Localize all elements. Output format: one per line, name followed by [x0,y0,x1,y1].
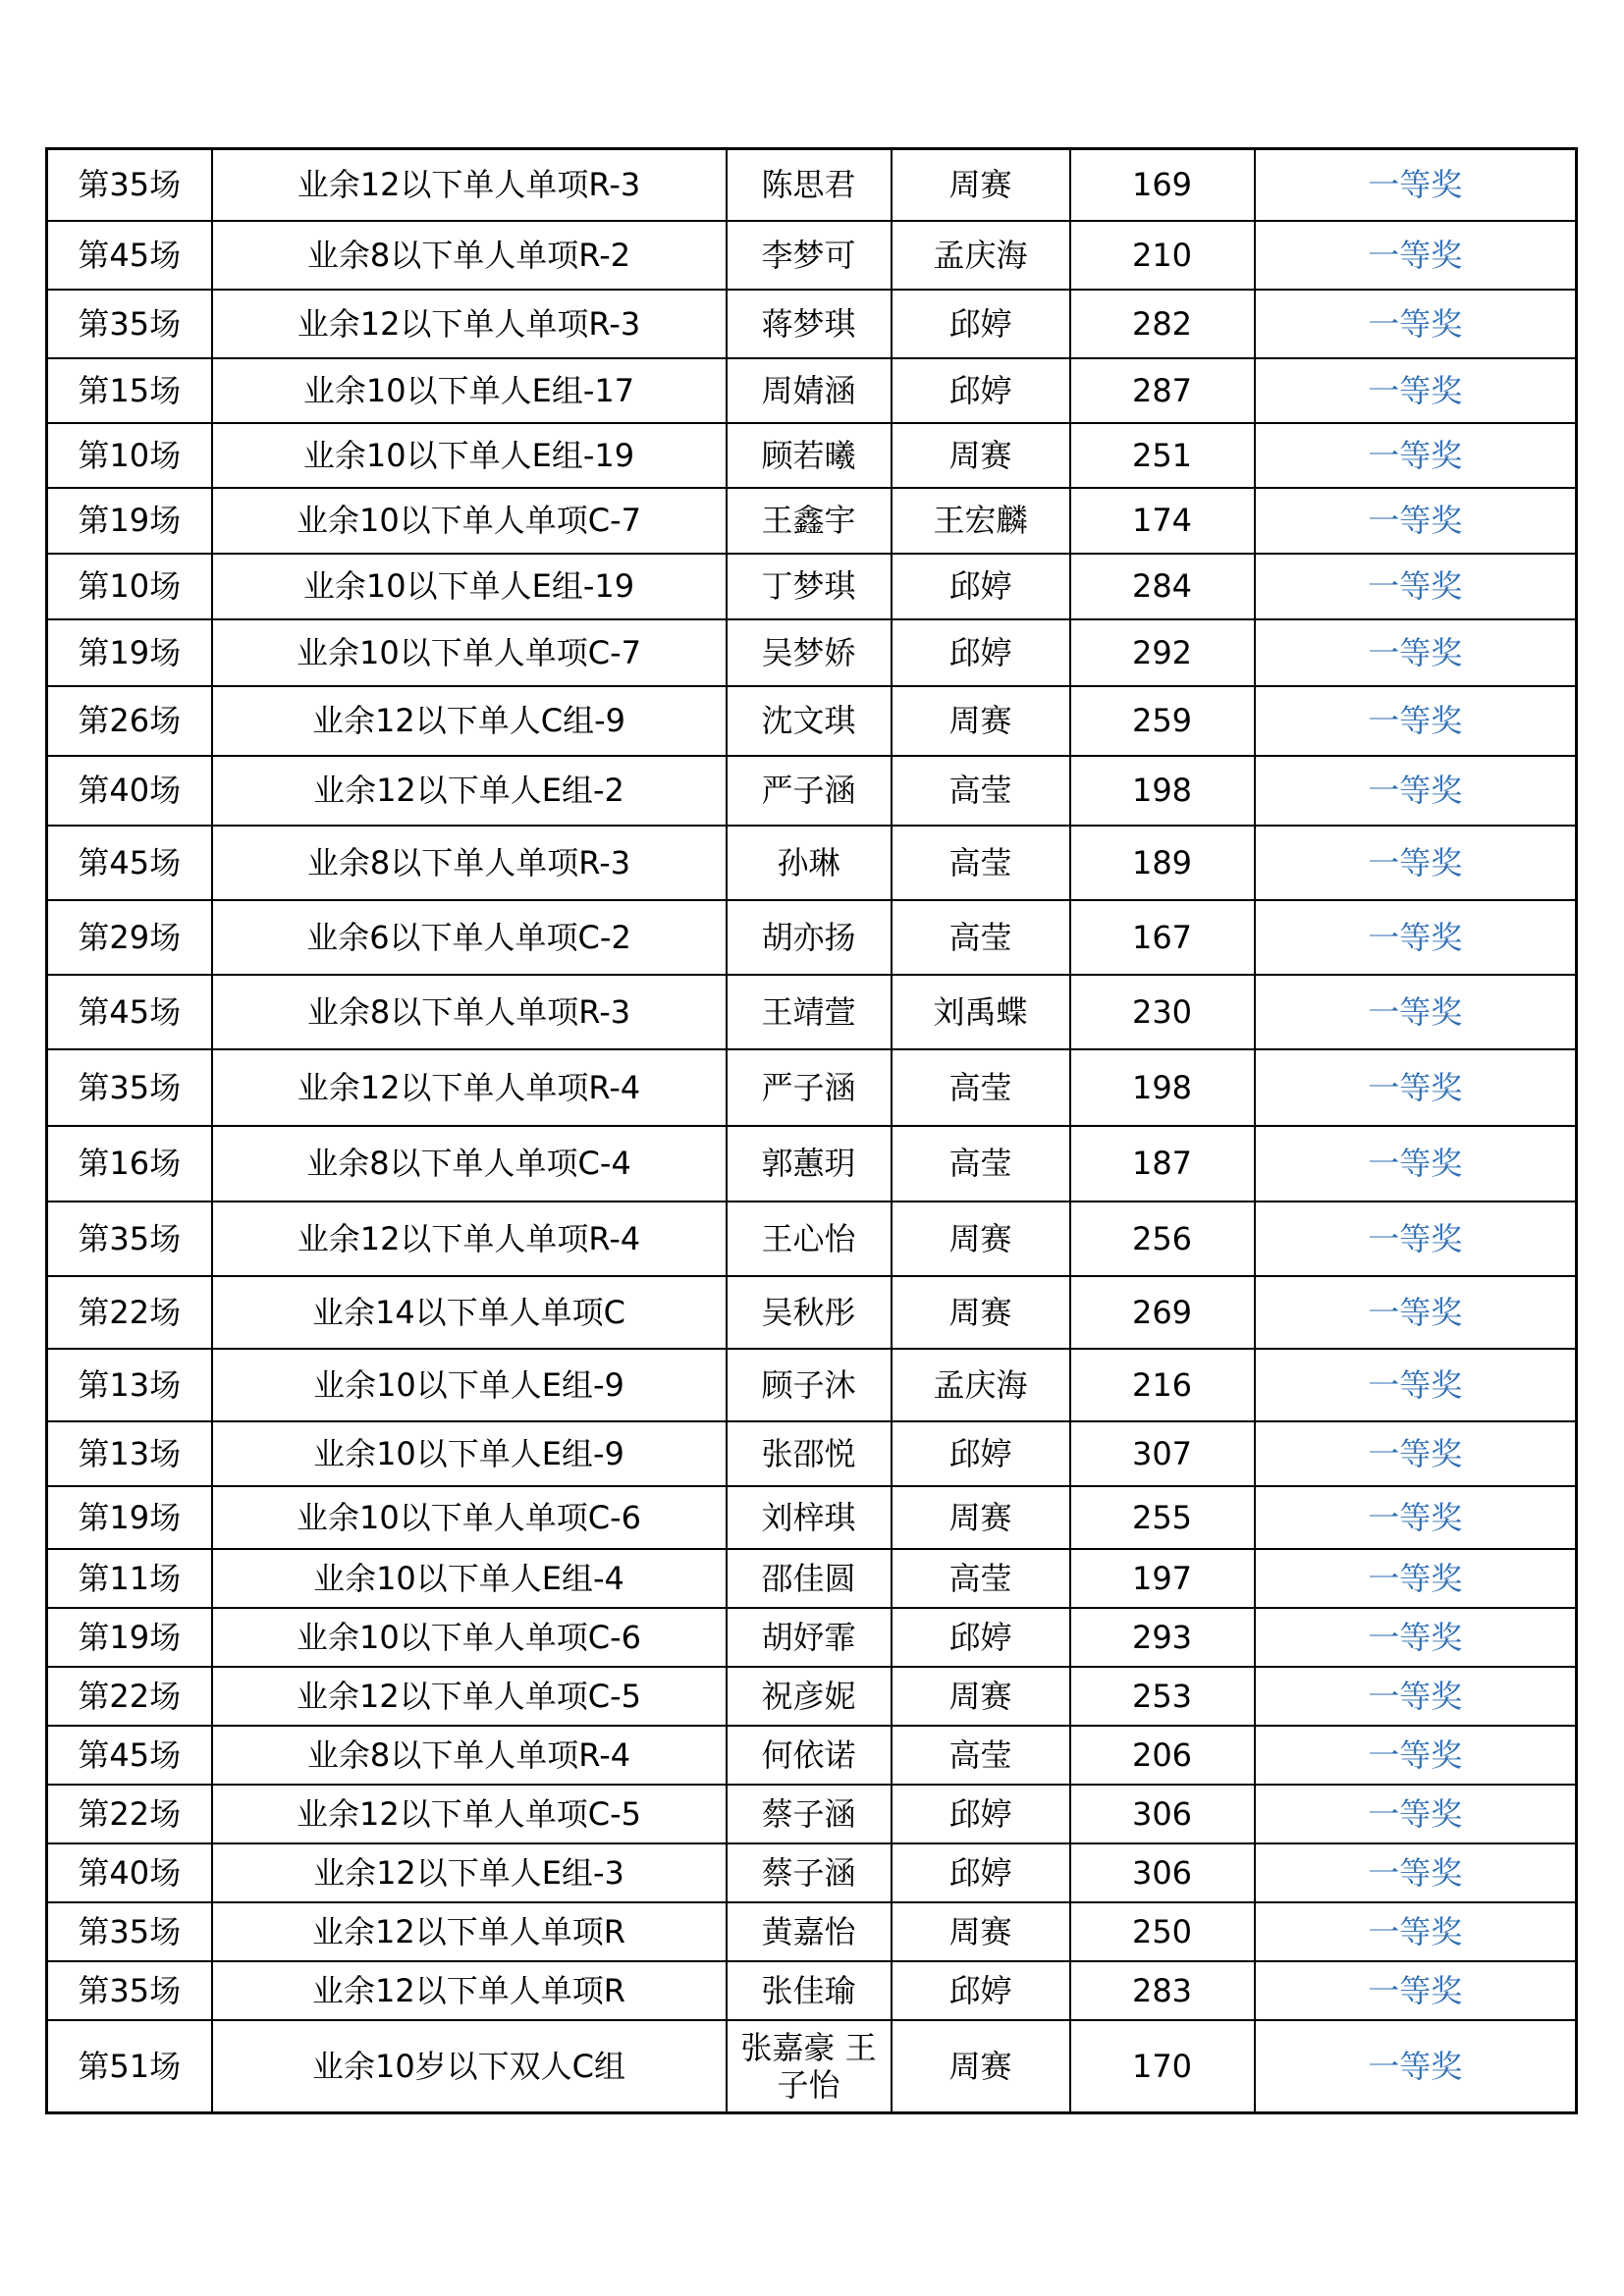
table-row [47,1667,1577,1726]
table-row [47,358,1577,423]
award-cell: 一等奖 [1255,1726,1577,1785]
session-cell: 第19场 [47,1486,212,1549]
table-row [47,1902,1577,1961]
award-cell: 一等奖 [1255,554,1577,619]
session-cell: 第29场 [47,900,212,975]
session-cell: 第26场 [47,686,212,756]
score-cell: 259 [1070,686,1255,756]
player-cell: 吴梦娇 [727,619,892,686]
coach-cell: 孟庆海 [892,221,1070,290]
event-cell: 业余12以下单人E组-2 [212,756,727,826]
event-cell: 业余12以下单人单项C-5 [212,1785,727,1843]
award-cell: 一等奖 [1255,149,1577,221]
coach-cell: 邱婷 [892,1608,1070,1667]
session-cell: 第13场 [47,1349,212,1421]
session-cell: 第11场 [47,1549,212,1608]
table-row [47,221,1577,290]
score-cell: 282 [1070,290,1255,358]
session-cell: 第16场 [47,1126,212,1201]
coach-cell: 高莹 [892,1726,1070,1785]
score-cell: 283 [1070,1961,1255,2020]
player-cell: 胡亦扬 [727,900,892,975]
player-cell: 严子涵 [727,1049,892,1126]
score-cell: 292 [1070,619,1255,686]
coach-cell: 周赛 [892,686,1070,756]
session-cell: 第19场 [47,1608,212,1667]
award-cell: 一等奖 [1255,423,1577,488]
player-cell: 沈文琪 [727,686,892,756]
player-cell: 王心怡 [727,1201,892,1276]
table-row [47,554,1577,619]
event-cell: 业余12以下单人单项R-3 [212,149,727,221]
table-row [47,1421,1577,1486]
player-cell: 蒋梦琪 [727,290,892,358]
coach-cell: 周赛 [892,149,1070,221]
coach-cell: 周赛 [892,2020,1070,2113]
award-cell: 一等奖 [1255,1608,1577,1667]
player-cell: 胡妤霏 [727,1608,892,1667]
award-cell: 一等奖 [1255,619,1577,686]
session-cell: 第15场 [47,358,212,423]
event-cell: 业余12以下单人单项R [212,1961,727,2020]
event-cell: 业余8以下单人单项R-2 [212,221,727,290]
event-cell: 业余8以下单人单项C-4 [212,1126,727,1201]
award-cell: 一等奖 [1255,1049,1577,1126]
player-cell: 黄嘉怡 [727,1902,892,1961]
session-cell: 第35场 [47,1961,212,2020]
event-cell: 业余10以下单人单项C-7 [212,619,727,686]
table-row [47,423,1577,488]
score-cell: 251 [1070,423,1255,488]
table-row [47,1726,1577,1785]
score-cell: 187 [1070,1126,1255,1201]
award-cell: 一等奖 [1255,221,1577,290]
player-cell: 蔡子涵 [727,1785,892,1843]
session-cell: 第22场 [47,1785,212,1843]
coach-cell: 邱婷 [892,1421,1070,1486]
player-cell: 吴秋彤 [727,1276,892,1349]
player-cell: 陈思君 [727,149,892,221]
event-cell: 业余8以下单人单项R-4 [212,1726,727,1785]
award-cell: 一等奖 [1255,1421,1577,1486]
session-cell: 第19场 [47,488,212,554]
player-cell: 顾子沐 [727,1349,892,1421]
table-row [47,2020,1577,2113]
event-cell: 业余10以下单人E组-17 [212,358,727,423]
score-cell: 287 [1070,358,1255,423]
event-cell: 业余10以下单人E组-19 [212,423,727,488]
coach-cell: 周赛 [892,1902,1070,1961]
session-cell: 第22场 [47,1276,212,1349]
event-cell: 业余12以下单人单项R [212,1902,727,1961]
award-cell: 一等奖 [1255,826,1577,900]
event-cell: 业余12以下单人单项C-5 [212,1667,727,1726]
award-cell: 一等奖 [1255,1486,1577,1549]
coach-cell: 邱婷 [892,1961,1070,2020]
player-cell: 何依诺 [727,1726,892,1785]
award-cell: 一等奖 [1255,2020,1577,2113]
score-cell: 189 [1070,826,1255,900]
event-cell: 业余12以下单人E组-3 [212,1843,727,1902]
session-cell: 第13场 [47,1421,212,1486]
session-cell: 第10场 [47,423,212,488]
coach-cell: 周赛 [892,1276,1070,1349]
score-cell: 210 [1070,221,1255,290]
table-row [47,686,1577,756]
session-cell: 第22场 [47,1667,212,1726]
session-cell: 第35场 [47,1902,212,1961]
session-cell: 第35场 [47,149,212,221]
score-cell: 253 [1070,1667,1255,1726]
table-row [47,149,1577,221]
session-cell: 第45场 [47,221,212,290]
coach-cell: 高莹 [892,826,1070,900]
award-cell: 一等奖 [1255,1276,1577,1349]
coach-cell: 邱婷 [892,1843,1070,1902]
coach-cell: 周赛 [892,1667,1070,1726]
event-cell: 业余8以下单人单项R-3 [212,826,727,900]
player-cell: 王靖萱 [727,975,892,1049]
event-cell: 业余12以下单人C组-9 [212,686,727,756]
score-cell: 198 [1070,1049,1255,1126]
table-row [47,1126,1577,1201]
event-cell: 业余10以下单人单项C-6 [212,1486,727,1549]
coach-cell: 高莹 [892,1549,1070,1608]
award-cell: 一等奖 [1255,686,1577,756]
award-cell: 一等奖 [1255,1843,1577,1902]
player-cell: 张邵悦 [727,1421,892,1486]
results-table-body [47,149,1577,2113]
player-cell: 郭蕙玥 [727,1126,892,1201]
coach-cell: 邱婷 [892,619,1070,686]
session-cell: 第51场 [47,2020,212,2113]
score-cell: 269 [1070,1276,1255,1349]
coach-cell: 周赛 [892,1201,1070,1276]
table-row [47,1486,1577,1549]
player-cell: 祝彦妮 [727,1667,892,1726]
table-row [47,1549,1577,1608]
event-cell: 业余10以下单人E组-9 [212,1349,727,1421]
score-cell: 293 [1070,1608,1255,1667]
coach-cell: 高莹 [892,756,1070,826]
table-row [47,1049,1577,1126]
session-cell: 第35场 [47,290,212,358]
table-row [47,290,1577,358]
award-cell: 一等奖 [1255,1902,1577,1961]
player-cell: 张嘉豪 王子怡 [727,2020,892,2113]
award-cell: 一等奖 [1255,1201,1577,1276]
award-cell: 一等奖 [1255,1126,1577,1201]
table-row [47,975,1577,1049]
event-cell: 业余14以下单人单项C [212,1276,727,1349]
session-cell: 第35场 [47,1049,212,1126]
score-cell: 307 [1070,1421,1255,1486]
table-row [47,619,1577,686]
award-cell: 一等奖 [1255,1549,1577,1608]
coach-cell: 高莹 [892,1126,1070,1201]
table-row [47,756,1577,826]
table-row [47,1785,1577,1843]
event-cell: 业余10以下单人E组-4 [212,1549,727,1608]
score-cell: 230 [1070,975,1255,1049]
score-cell: 206 [1070,1726,1255,1785]
session-cell: 第19场 [47,619,212,686]
event-cell: 业余10以下单人单项C-7 [212,488,727,554]
session-cell: 第40场 [47,756,212,826]
player-cell: 蔡子涵 [727,1843,892,1902]
event-cell: 业余10以下单人E组-19 [212,554,727,619]
award-cell: 一等奖 [1255,756,1577,826]
player-cell: 邵佳圆 [727,1549,892,1608]
session-cell: 第45场 [47,1726,212,1785]
score-cell: 170 [1070,2020,1255,2113]
score-cell: 198 [1070,756,1255,826]
player-cell: 孙琳 [727,826,892,900]
score-cell: 256 [1070,1201,1255,1276]
player-cell: 顾若曦 [727,423,892,488]
table-row [47,1201,1577,1276]
score-cell: 255 [1070,1486,1255,1549]
coach-cell: 邱婷 [892,290,1070,358]
award-cell: 一等奖 [1255,1349,1577,1421]
score-cell: 284 [1070,554,1255,619]
player-cell: 周婧涵 [727,358,892,423]
player-cell: 丁梦琪 [727,554,892,619]
player-cell: 刘梓琪 [727,1486,892,1549]
player-cell: 王鑫宇 [727,488,892,554]
coach-cell: 刘禹蝶 [892,975,1070,1049]
coach-cell: 高莹 [892,1049,1070,1126]
session-cell: 第10场 [47,554,212,619]
session-cell: 第45场 [47,826,212,900]
event-cell: 业余12以下单人单项R-4 [212,1201,727,1276]
player-cell: 严子涵 [727,756,892,826]
table-row [47,826,1577,900]
coach-cell: 邱婷 [892,358,1070,423]
table-row [47,1608,1577,1667]
table-row [47,1843,1577,1902]
score-cell: 216 [1070,1349,1255,1421]
session-cell: 第35场 [47,1201,212,1276]
award-cell: 一等奖 [1255,488,1577,554]
score-cell: 197 [1070,1549,1255,1608]
coach-cell: 邱婷 [892,554,1070,619]
award-cell: 一等奖 [1255,975,1577,1049]
player-cell: 李梦可 [727,221,892,290]
award-cell: 一等奖 [1255,1785,1577,1843]
coach-cell: 周赛 [892,1486,1070,1549]
award-cell: 一等奖 [1255,1961,1577,2020]
player-cell: 张佳瑜 [727,1961,892,2020]
coach-cell: 高莹 [892,900,1070,975]
score-cell: 306 [1070,1785,1255,1843]
table-row [47,1276,1577,1349]
event-cell: 业余12以下单人单项R-4 [212,1049,727,1126]
score-cell: 250 [1070,1902,1255,1961]
coach-cell: 王宏麟 [892,488,1070,554]
award-cell: 一等奖 [1255,358,1577,423]
award-cell: 一等奖 [1255,1667,1577,1726]
table-row [47,900,1577,975]
score-cell: 167 [1070,900,1255,975]
session-cell: 第45场 [47,975,212,1049]
table-row [47,488,1577,554]
score-cell: 306 [1070,1843,1255,1902]
results-table [45,147,1578,2114]
coach-cell: 周赛 [892,423,1070,488]
score-cell: 174 [1070,488,1255,554]
score-cell: 169 [1070,149,1255,221]
session-cell: 第40场 [47,1843,212,1902]
event-cell: 业余10以下单人单项C-6 [212,1608,727,1667]
coach-cell: 孟庆海 [892,1349,1070,1421]
coach-cell: 邱婷 [892,1785,1070,1843]
table-row [47,1349,1577,1421]
event-cell: 业余10岁以下双人C组 [212,2020,727,2113]
award-cell: 一等奖 [1255,900,1577,975]
award-cell: 一等奖 [1255,290,1577,358]
event-cell: 业余6以下单人单项C-2 [212,900,727,975]
event-cell: 业余10以下单人E组-9 [212,1421,727,1486]
table-row [47,1961,1577,2020]
event-cell: 业余12以下单人单项R-3 [212,290,727,358]
event-cell: 业余8以下单人单项R-3 [212,975,727,1049]
